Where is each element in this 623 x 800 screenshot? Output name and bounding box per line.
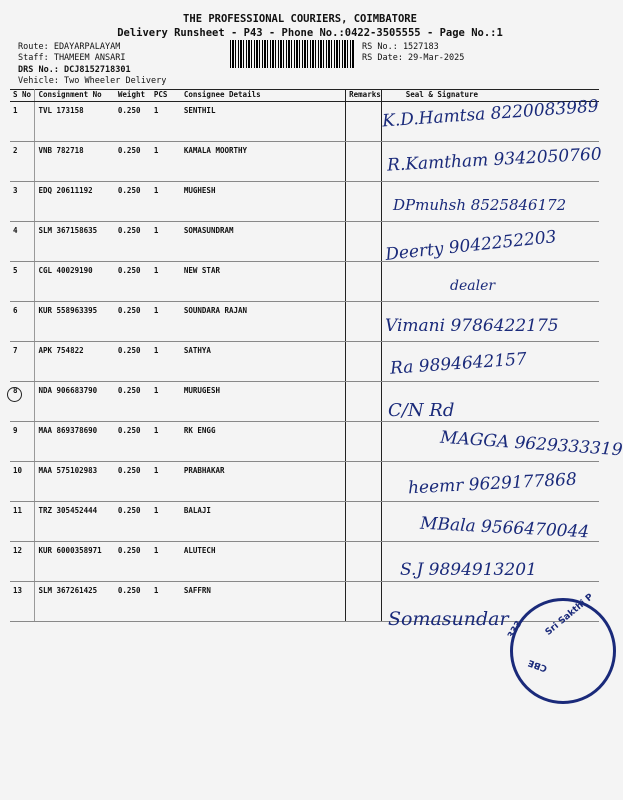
cell-sno: 5 [10,262,35,302]
signature-row-5: dealer [450,278,496,294]
cell-sno: 2 [10,142,35,182]
cell-pcs: 1 [151,102,181,142]
table-row [10,582,599,622]
signature-row-11: MBala 9566470044 [419,513,590,543]
cell-pcs: 1 [151,222,181,262]
cell-consignee: MURUGESH [181,382,346,422]
cell-sno: 3 [10,182,35,222]
cell-consignee: SAFFRN [181,582,346,622]
cell-consignment: TVL 173158 [35,102,115,142]
signature-row-2: R.Kamtham 9342050760 [386,144,603,176]
rs-date: RS Date: 29-Mar-2025 [362,53,465,63]
stamp-text-top: Sri Sakthi P [543,592,596,638]
stamp-text-side: CBE [526,656,549,674]
cell-remarks [346,382,382,422]
column-header-pcs: PCS [151,90,181,102]
vehicle-label: Vehicle: Two Wheeler Delivery [18,76,167,86]
cell-consignee: ALUTECH [181,542,346,582]
cell-weight: 0.250 [115,502,151,542]
column-header-remarks: Remarks [346,90,382,102]
cell-consignee: BALAJI [181,502,346,542]
cell-weight: 0.250 [115,102,151,142]
column-header-sno: S No [10,90,35,102]
cell-pcs: 1 [151,462,181,502]
cell-sno: 1 [10,102,35,142]
cell-remarks [346,422,382,462]
cell-remarks [346,342,382,382]
cell-consignment: SLM 367158635 [35,222,115,262]
cell-consignment: MAA 575102983 [35,462,115,502]
cell-consignee: NEW STAR [181,262,346,302]
cell-sno: 12 [10,542,35,582]
cell-weight: 0.250 [115,182,151,222]
cell-remarks [346,542,382,582]
runsheet-subtitle: Delivery Runsheet - P43 - Phone No.:0422-3505555 - Page No.:1 [117,27,503,39]
company-title: THE PROFESSIONAL COURIERS, COIMBATORE [183,13,417,25]
table-row [10,262,599,302]
cell-pcs: 1 [151,542,181,582]
cell-weight: 0.250 [115,142,151,182]
cell-pcs: 1 [151,342,181,382]
cell-remarks [346,502,382,542]
cell-consignment: KUR 6000358971 [35,542,115,582]
column-header-consignee: Consignee Details [181,90,346,102]
cell-consignee: SOMASUNDRAM [181,222,346,262]
cell-consignment: EDQ 20611192 [35,182,115,222]
cell-consignment: TRZ 305452444 [35,502,115,542]
cell-consignee: RK ENGG [181,422,346,462]
column-header-signature: Seal & Signature [381,90,599,102]
cell-sno: 13 [10,582,35,622]
cell-remarks [346,222,382,262]
cell-consignment: APK 754822 [35,342,115,382]
cell-weight: 0.250 [115,462,151,502]
rs-number: RS No.: 1527183 [362,42,439,52]
cell-consignment: MAA 869378690 [35,422,115,462]
cell-pcs: 1 [151,142,181,182]
signature-row-13: Somasundar [388,608,509,630]
signature-row-3: DPmuhsh 8525846172 [393,196,567,214]
signature-row-1: K.D.Hamtsa 8220083989 [381,96,600,132]
table-row [10,382,599,422]
cell-weight: 0.250 [115,542,151,582]
signature-row-4: Deerty 9042252203 [384,227,558,265]
cell-sno: 8 [10,382,35,422]
column-header-consignment: Consignment No [35,90,115,102]
signature-row-8: C/N Rd [388,400,455,421]
cell-weight: 0.250 [115,382,151,422]
cell-pcs: 1 [151,262,181,302]
cell-remarks [346,182,382,222]
cell-pcs: 1 [151,582,181,622]
cell-consignment: CGL 40029190 [35,262,115,302]
cell-remarks [346,262,382,302]
signature-row-6: Vimani 9786422175 [385,316,559,336]
cell-sno: 6 [10,302,35,342]
cell-weight: 0.250 [115,262,151,302]
cell-consignee: SENTHIL [181,102,346,142]
cell-remarks [346,302,382,342]
cell-weight: 0.250 [115,302,151,342]
cell-sno: 4 [10,222,35,262]
cell-pcs: 1 [151,422,181,462]
cell-consignee: SOUNDARA RAJAN [181,302,346,342]
cell-sno: 7 [10,342,35,382]
staff-label: Staff: THAMEEM ANSARI [18,53,126,63]
signature-row-9: MAGGA 9629333319 [439,427,623,461]
table-header-row [10,90,599,102]
column-header-weight: Weight [115,90,151,102]
cell-consignee: SATHYA [181,342,346,382]
cell-consignee: KAMALA MOORTHY [181,142,346,182]
cell-weight: 0.250 [115,222,151,262]
cell-pcs: 1 [151,382,181,422]
route-label: Route: EDAYARPALAYAM [18,42,121,52]
signature-row-7: Ra 9894642157 [389,349,528,379]
cell-remarks [346,582,382,622]
cell-weight: 0.250 [115,342,151,382]
signature-row-10: heemr 9629177868 [407,469,578,499]
signature-row-12: S.J 9894913201 [400,560,537,580]
cell-consignee: PRABHAKAR [181,462,346,502]
cell-remarks [346,142,382,182]
handwritten-circle-mark [7,387,22,402]
cell-consignment: SLM 367261425 [35,582,115,622]
cell-sno: 10 [10,462,35,502]
cell-weight: 0.250 [115,422,151,462]
cell-pcs: 1 [151,502,181,542]
cell-pcs: 1 [151,182,181,222]
barcode-image [230,40,354,68]
cell-remarks [346,462,382,502]
cell-sno: 11 [10,502,35,542]
stamp-text-left: 333 [506,619,525,641]
cell-consignment: KUR 558963395 [35,302,115,342]
cell-remarks [346,102,382,142]
cell-weight: 0.250 [115,582,151,622]
cell-consignment: NDA 906683790 [35,382,115,422]
cell-pcs: 1 [151,302,181,342]
cell-sno: 9 [10,422,35,462]
drs-label: DRS No.: DCJ8152718301 [18,65,131,75]
cell-consignment: VNB 782718 [35,142,115,182]
cell-consignee: MUGHESH [181,182,346,222]
